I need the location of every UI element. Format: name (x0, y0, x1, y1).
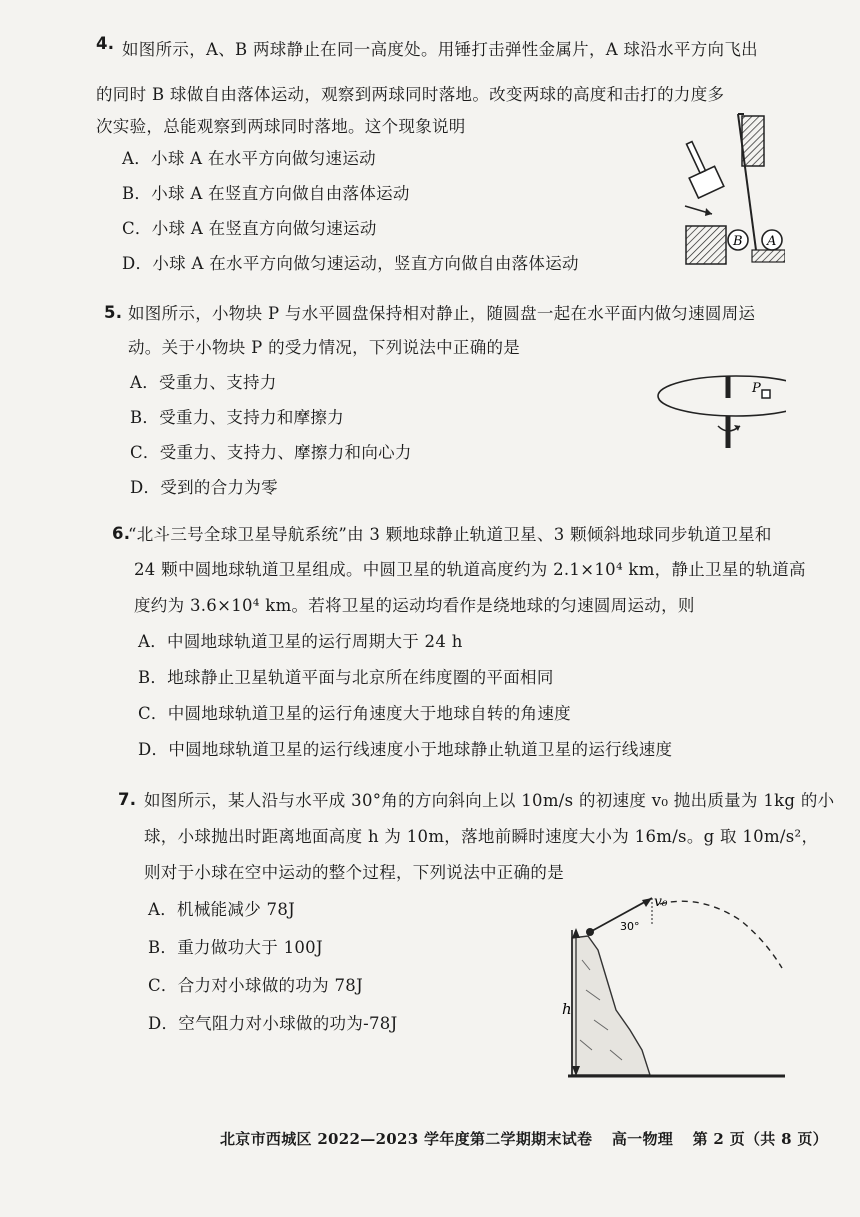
option-a: A．受重力、支持力 (130, 373, 277, 392)
question-text-line: 度约为 3.6×10⁴ km。若将卫星的运动均看作是绕地球的匀速圆周运动，则 (134, 596, 695, 615)
ball-b-label: B (733, 234, 743, 249)
option-b: B．受重力、支持力和摩擦力 (130, 408, 345, 427)
question-text-line: 次实验，总能观察到两球同时落地。这个现象说明 (96, 117, 466, 136)
question-text-line: 球，小球抛出时距离地面高度 h 为 10m，落地前瞬时速度大小为 16m/s。g 取 10m/s²， (144, 827, 819, 846)
question-text-line: 24 颗中圆地球轨道卫星组成。中圆卫星的轨道高度约为 2.1×10⁴ km，静止卫星的轨道高 (134, 560, 806, 579)
footer-page: 第 2 页（共 8 页） (692, 1130, 828, 1148)
option-b: B．小球 A 在竖直方向做自由落体运动 (122, 184, 410, 203)
option-b: B．重力做功大于 100J (148, 938, 323, 957)
block-p-label: P (752, 381, 761, 396)
question-number: 7. (118, 790, 137, 809)
question-text-line: 如图所示，小物块 P 与水平圆盘保持相对静止，随圆盘一起在水平面内做匀速圆周运 (128, 304, 756, 323)
question-text-line: 动。关于小物块 P 的受力情况，下列说法中正确的是 (128, 338, 521, 357)
question-text-line: 如图所示，A、B 两球静止在同一高度处。用锤打击弹性金属片，A 球沿水平方向飞出 (122, 40, 758, 59)
height-h-label: h (562, 1000, 572, 1018)
option-c: C．受重力、支持力、摩擦力和向心力 (130, 443, 412, 462)
question-text-line: “北斗三号全球卫星导航系统”由 3 颗地球静止轨道卫星、3 颗倾斜地球同步轨道卫星和 (128, 525, 772, 544)
option-a: A．中圆地球轨道卫星的运行周期大于 24 h (138, 632, 463, 651)
ball-a-label: A (767, 234, 777, 249)
page-footer (220, 1128, 842, 1149)
option-b: B．地球静止卫星轨道平面与北京所在纬度圈的平面相同 (138, 668, 554, 687)
option-a: A．机械能减少 78J (148, 900, 296, 919)
rotating-disc-figure (656, 362, 786, 452)
velocity-label: v₀ (654, 894, 668, 910)
question-number: 6. (112, 524, 131, 543)
projectile-cliff-figure (560, 890, 785, 1085)
option-d: D．小球 A 在水平方向做匀速运动，竖直方向做自由落体运动 (122, 254, 579, 273)
question-text-line: 如图所示，某人沿与水平成 30°角的方向斜向上以 10m/s 的初速度 v₀ 抛出质量为 1kg 的小 (144, 791, 835, 810)
hammer-balls-figure (680, 110, 785, 270)
question-text-line: 的同时 B 球做自由落体运动，观察到两球同时落地。改变两球的高度和击打的力度多 (96, 85, 725, 104)
question-text-line: 则对于小球在空中运动的整个过程，下列说法中正确的是 (144, 863, 564, 882)
option-d: D．空气阻力对小球做的功为-78J (148, 1014, 398, 1033)
option-c: C．合力对小球做的功为 78J (148, 976, 363, 995)
option-d: D．中圆地球轨道卫星的运行线速度小于地球静止轨道卫星的运行线速度 (138, 740, 673, 759)
option-c: C．中圆地球轨道卫星的运行角速度大于地球自转的角速度 (138, 704, 571, 723)
question-number: 5. (104, 303, 123, 322)
footer-subject: 高一物理 (611, 1130, 674, 1148)
footer-school: 北京市西城区 2022—2023 学年度第二学期期末试卷 (220, 1130, 593, 1148)
angle-label: 30° (620, 920, 640, 933)
question-number: 4. (96, 34, 115, 53)
option-d: D．受到的合力为零 (130, 478, 278, 497)
option-c: C．小球 A 在竖直方向做匀速运动 (122, 219, 377, 238)
option-a: A．小球 A 在水平方向做匀速运动 (122, 149, 376, 168)
